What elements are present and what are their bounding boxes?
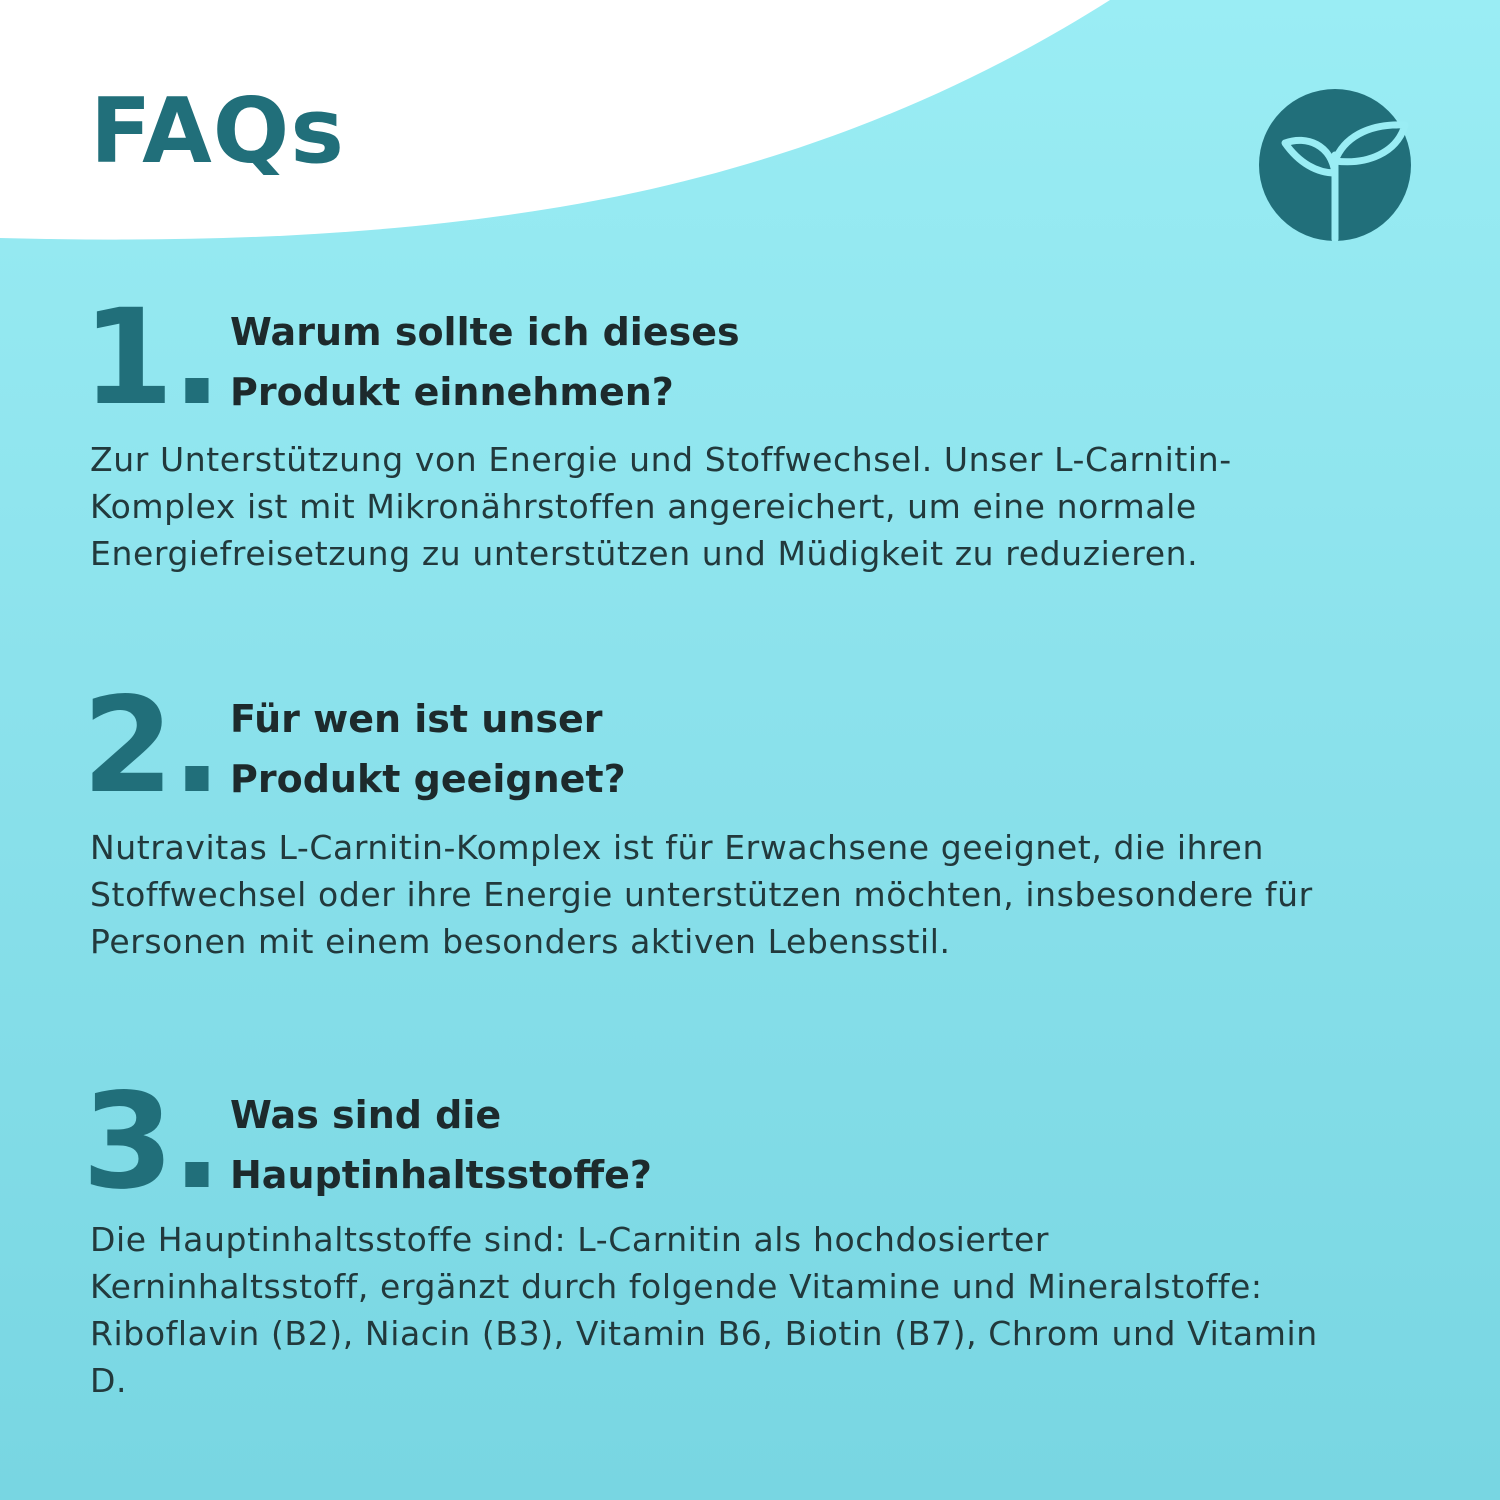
faq-number: 2. (82, 669, 220, 823)
faq-question-line: Produkt geeignet? (230, 757, 626, 801)
faq-number: 1. (82, 281, 220, 435)
sprout-leaf-icon (1259, 89, 1411, 241)
faq-answer: Zur Unterstützung von Energie und Stoffwechsel. Unser L-Carnitin-Komplex ist mit Mikronährstoffen angereichert, um eine normale Energiefreisetzung zu unterstützen und Müdigkeit zu reduzieren. (90, 440, 1232, 573)
faq-answer: Nutravitas L-Carnitin-Komplex ist für Erwachsene geeignet, die ihren Stoffwechsel oder ihre Energie unterstützen möchten, insbesondere für Personen mit einem besonders aktiven Lebensstil. (90, 828, 1313, 961)
faq-number: 3. (82, 1065, 220, 1219)
page-title: FAQs (90, 79, 345, 184)
faq-question-line: Was sind die (230, 1093, 502, 1137)
faq-question (230, 1085, 930, 1205)
faq-question (230, 302, 930, 422)
faq-question (230, 689, 930, 809)
faq-answer: Die Hauptinhaltsstoffe sind: L-Carnitin als hochdosierter Kerninhaltsstoff, ergänzt durch folgende Vitamine und Mineralstoffe: Riboflavin (B2), Niacin (B3), Vitamin B6, Biotin (B7), Chrom und Vitamin D. (90, 1220, 1318, 1400)
faq-question-line: Produkt einnehmen? (230, 370, 674, 414)
faq-question-line: Warum sollte ich dieses (230, 310, 740, 354)
faq-question-line: Für wen ist unser (230, 697, 603, 741)
faq-question-line: Hauptinhaltsstoffe? (230, 1153, 652, 1197)
